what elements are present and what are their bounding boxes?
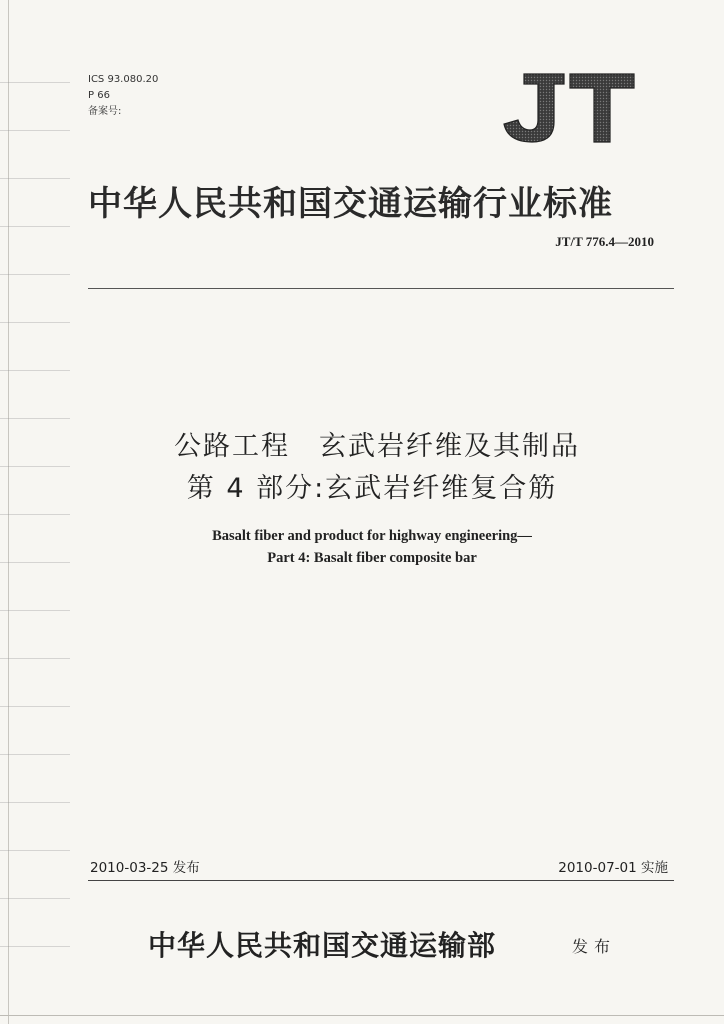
jt-logo: [494, 70, 640, 146]
publish-label: 发布: [572, 937, 617, 956]
header-divider: [88, 288, 674, 289]
industry-standard-title: 中华人民共和国交通运输行业标准: [88, 184, 613, 224]
title-en-line1: Basalt fiber and product for highway engineering—: [212, 528, 532, 544]
ics-number: ICS 93.080.20: [88, 74, 159, 85]
implementation-date: 2010-07-01 实施: [558, 860, 668, 876]
footer-divider: [88, 880, 674, 881]
ccs-classification: P 66: [88, 90, 110, 101]
record-number-label: 备案号:: [88, 106, 122, 117]
title-en-line2: Part 4: Basalt fiber composite bar: [267, 550, 477, 566]
standard-code: JT/T 776.4—2010: [555, 234, 654, 249]
scan-bottom-edge: [0, 1015, 724, 1016]
issue-date: 2010-03-25 发布: [90, 860, 200, 876]
title-cn-line2: 第 4 部分:玄武岩纤维复合筋: [186, 473, 558, 504]
classification-block: [88, 72, 158, 120]
scan-edge-marks: [0, 60, 70, 960]
publisher-name: 中华人民共和国交通运输部: [148, 929, 497, 962]
title-cn-line1: 公路工程 玄武岩纤维及其制品: [174, 431, 580, 462]
